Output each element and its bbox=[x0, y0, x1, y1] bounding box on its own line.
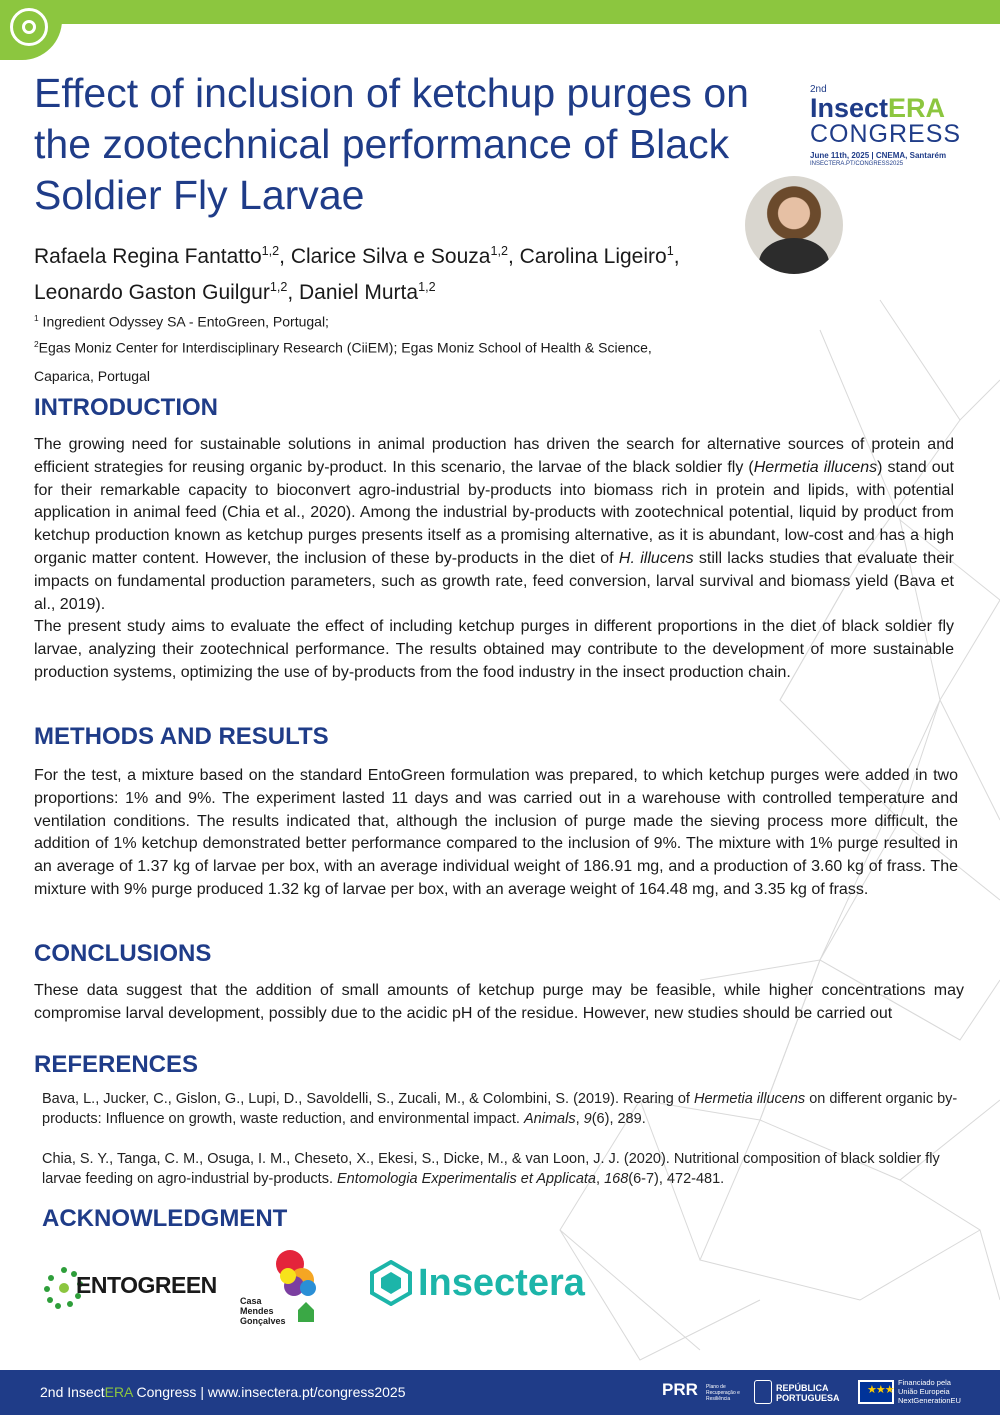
acknowledgment-heading: ACKNOWLEDGMENT bbox=[42, 1205, 288, 1232]
recycle-badge-icon bbox=[0, 0, 62, 60]
prr-subtitle: Plano de Recuperação e Resiliência bbox=[706, 1384, 740, 1402]
congress-brand-insect: Insect bbox=[810, 93, 889, 123]
author-photo bbox=[745, 176, 843, 274]
conclusions-text: These data suggest that the addition of small amounts of ketchup purge may be feasible, while higher concentrations may compromise larval development, possibly due to the acidic pH of the residue. However, new studies should be carried out bbox=[34, 982, 964, 1022]
entogreen-logo bbox=[42, 1264, 217, 1316]
footer-prefix: 2nd Insect bbox=[40, 1384, 105, 1400]
reference-1: Bava, L., Jucker, C., Gislon, G., Lupi, D., Savoldelli, S., Zucali, M., & Colombini, S. (2019). Rearing of Hermetia illucens on different organic by-products: Influence on growth, waste reduction, and environmental impact. Animals, 9(6), 289. bbox=[42, 1091, 958, 1127]
author-list: Rafaela Regina Fantatto$^{1,2}$, Clarice Silva e Souza$^{1,2}$, Carolina Ligeiro$^1$, Leonardo Gaston Guilgur$^{1,2}$, Daniel Murta$^{1,2}$ bbox=[34, 244, 680, 304]
republica-emblem-icon bbox=[754, 1380, 772, 1404]
references-heading: REFERENCES bbox=[34, 1051, 199, 1078]
eu-line-3: NextGenerationEU bbox=[898, 1396, 961, 1405]
footer-congress-text bbox=[40, 1384, 406, 1400]
eu-line-1: Financiado pela bbox=[898, 1378, 951, 1387]
congress-brand-era: ERA bbox=[888, 93, 946, 123]
eu-funding-text bbox=[898, 1378, 961, 1405]
republica-line-1: REPÚBLICA bbox=[776, 1383, 829, 1393]
eu-line-2: União Europeia bbox=[898, 1387, 950, 1396]
casa-line-1: Casa bbox=[240, 1296, 262, 1306]
methods-text: For the test, a mixture based on the standard EntoGreen formulation was prepared, to which ketchup purges were added in two proportions: 1% and 9%. The experiment lasted 11 days and was carried out in a warehouse with controlled temperature and ventilation conditions. The results indicated that, although the inclusion of purge made the sieving process more difficult, the addition of 1% ketchup demonstrated better performance compared to the inclusion of 9%. The mixture with 1% purge resulted in an average of 1.37 kg of larvae per box, with an average individual weight of 186.91 mg, and a production of 3.60 kg of frass. The mixture with 9% purge produced 1.32 kg of larvae per box, with an average weight of 164.48 mg, and 3.35 kg of frass. bbox=[34, 767, 958, 898]
reference-2: Chia, S. Y., Tanga, C. M., Osuga, I. M., Cheseto, X., Ekesi, S., Dicke, M., & van Loon, J. J. (2020). Nutritional composition of black soldier fly larvae feeding on agro-industrial by-products. Entomologia Experimentalis et Applicata, 168(6-7), 472-481. bbox=[42, 1151, 940, 1187]
insectera-wordmark: Insectera bbox=[418, 1262, 585, 1304]
footer-era: ERA bbox=[104, 1384, 133, 1400]
insectera-hexagon-icon bbox=[368, 1260, 414, 1306]
conclusions-heading: CONCLUSIONS bbox=[34, 940, 212, 967]
congress-brand bbox=[810, 95, 970, 121]
poster-title: Effect of inclusion of ketchup purges on the zootechnical performance of Black Soldier Fly Larvae bbox=[34, 70, 749, 218]
congress-word: CONGRESS bbox=[810, 120, 962, 148]
affiliation-2: $^2$Egas Moniz Center for Interdisciplinary Research (CiiEM); Egas Moniz School of Health & Science, Caparica, Portugal bbox=[34, 339, 652, 384]
top-accent-bar bbox=[0, 0, 1000, 24]
congress-edition: 2nd bbox=[810, 84, 827, 95]
congress-url: INSECTERA.PT/CONGRESS2025 bbox=[810, 161, 904, 167]
congress-date: June 11th, 2025 | CNEMA, Santarém bbox=[810, 151, 947, 160]
insectera-logo bbox=[368, 1260, 603, 1310]
eu-flag-icon: ★★★ bbox=[858, 1380, 894, 1404]
casa-mendes-goncalves-logo bbox=[238, 1250, 328, 1325]
footer-suffix: Congress | www.insectera.pt/congress2025 bbox=[132, 1384, 406, 1400]
affiliation-1: $^1$ Ingredient Odyssey SA - EntoGreen, Portugal; bbox=[34, 313, 329, 330]
methods-heading: METHODS AND RESULTS bbox=[34, 723, 329, 750]
casa-line-2: Mendes bbox=[240, 1306, 274, 1316]
republica-line-2: PORTUGUESA bbox=[776, 1393, 840, 1403]
entogreen-wordmark: ENTOGREEN bbox=[76, 1272, 217, 1298]
footer-bar bbox=[0, 1370, 1000, 1415]
prr-logo: PRR bbox=[662, 1380, 698, 1399]
casa-line-3: Gonçalves bbox=[240, 1316, 286, 1326]
republica-portuguesa-logo bbox=[776, 1383, 840, 1403]
introduction-heading: INTRODUCTION bbox=[34, 394, 218, 421]
introduction-text: The growing need for sustainable solutions in animal production has driven the search for alternative sources of protein and efficient strategies for reusing organic by-product. In this scenario, the larvae of the black soldier fly (Hermetia illucens) stand out for their remarkable capacity to bioconvert agro-industrial by-products into biomass rich in protein and lipids, with potential application in animal feed (Chia et al., 2020). Among the industrial by-products with zootechnical potential, liquid by product from ketchup production known as ketchup purges presents itself as a promising alternative, as it is abundant, low-cost and has a high organic matter content. However, the inclusion of these by-products in the diet of H. illucens still lacks studies that evaluate their impacts on fundamental production parameters, such as growth rate, feed conversion, larval survival and biomass yield (Bava et al., 2019). The present study aims to evaluate the effect of including ketchup purges in different proportions in the diet of black soldier fly larvae, analyzing their zootechnical performance. The results obtained may contribute to the development of more sustainable production systems, optimizing the use of by-products from the food industry in the insect production chain. bbox=[34, 436, 955, 681]
congress-logo bbox=[810, 84, 970, 167]
